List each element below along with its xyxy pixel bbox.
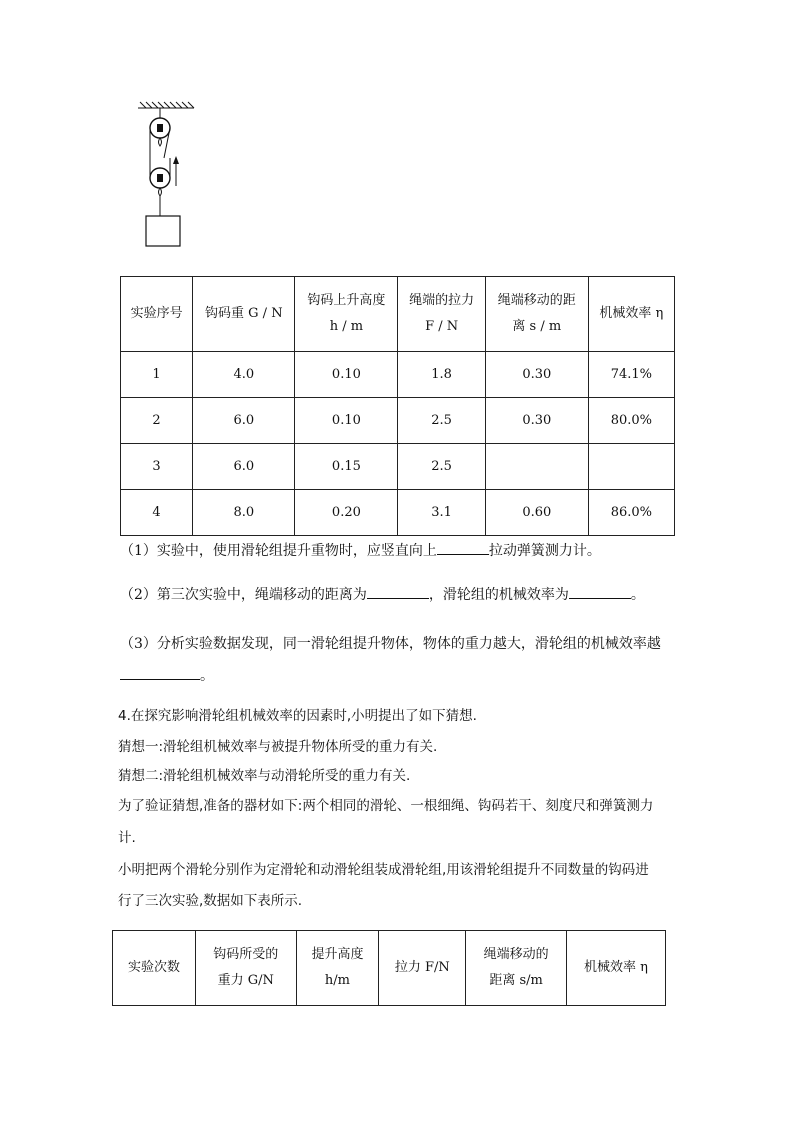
answer-blank-2a[interactable] xyxy=(367,584,429,599)
pulley-system-diagram xyxy=(134,98,198,254)
experiment-data-table-2 xyxy=(112,930,666,1006)
cell: 8.0 xyxy=(193,490,295,536)
cell xyxy=(588,444,674,490)
table-header-row xyxy=(121,277,675,352)
cell: 2.5 xyxy=(398,398,486,444)
cell: 3.1 xyxy=(398,490,486,536)
header-pull-force: 绳端的拉力 F / N xyxy=(398,277,486,352)
answer-blank-3[interactable] xyxy=(120,665,200,680)
answer-blank-2b[interactable] xyxy=(569,584,631,599)
problem-4-line-3: 猜想二:滑轮组机械效率与动滑轮所受的重力有关. xyxy=(118,768,411,784)
cell: 6.0 xyxy=(193,398,295,444)
ceiling-support xyxy=(138,102,194,108)
header-weight: 钩码所受的 重力 G/N xyxy=(195,931,296,1006)
header-efficiency: 机械效率 η xyxy=(566,931,665,1006)
question-2: （2）第三次实验中，绳端移动的距离为 ，滑轮组的机械效率为 。 xyxy=(120,584,645,604)
problem-4-line-2: 猜想一:滑轮组机械效率与被提升物体所受的重力有关. xyxy=(118,739,438,755)
experiment-data-table-1 xyxy=(120,276,675,536)
cell: 0.60 xyxy=(485,490,588,536)
table-header-row xyxy=(113,931,666,1006)
cell: 2.5 xyxy=(398,444,486,490)
header-trial-count: 实验次数 xyxy=(113,931,196,1006)
cell: 2 xyxy=(121,398,193,444)
cell: 4 xyxy=(121,490,193,536)
cell: 0.15 xyxy=(295,444,398,490)
cell: 0.30 xyxy=(485,398,588,444)
cell: 6.0 xyxy=(193,444,295,490)
header-pull-force: 拉力 F/N xyxy=(379,931,466,1006)
cell: 74.1% xyxy=(588,352,674,398)
header-weight: 钩码重 G / N xyxy=(193,277,295,352)
header-rope-distance: 绳端移动的 距离 s/m xyxy=(466,931,567,1006)
cell xyxy=(485,444,588,490)
table-row xyxy=(121,490,675,536)
answer-blank-1[interactable] xyxy=(437,540,489,555)
header-height: 提升高度 h/m xyxy=(296,931,379,1006)
cell: 1.8 xyxy=(398,352,486,398)
problem-4-line-1: 4.在探究影响滑轮组机械效率的因素时,小明提出了如下猜想. xyxy=(118,708,477,724)
table-row xyxy=(121,398,675,444)
table-row xyxy=(121,352,675,398)
header-height: 钩码上升高度 h / m xyxy=(295,277,398,352)
cell: 4.0 xyxy=(193,352,295,398)
cell: 0.20 xyxy=(295,490,398,536)
cell: 0.30 xyxy=(485,352,588,398)
cell: 0.10 xyxy=(295,352,398,398)
cell: 86.0% xyxy=(588,490,674,536)
problem-4-line-7: 行了三次实验,数据如下表所示. xyxy=(118,893,303,909)
question-1: （1）实验中，使用滑轮组提升重物时，应竖直向上 拉动弹簧测力计。 xyxy=(120,540,601,560)
header-trial-number: 实验序号 xyxy=(121,277,193,352)
table-row xyxy=(121,444,675,490)
question-3: （3）分析实验数据发现，同一滑轮组提升物体，物体的重力越大，滑轮组的机械效率越 。 xyxy=(120,636,661,684)
header-efficiency: 机械效率 η xyxy=(588,277,674,352)
problem-4-line-6: 小明把两个滑轮分别作为定滑轮和动滑轮组装成滑轮组,用该滑轮组提升不同数量的钩码进 xyxy=(118,862,649,878)
cell: 0.10 xyxy=(295,398,398,444)
problem-4-line-4: 为了验证猜想,准备的器材如下:两个相同的滑轮、一根细绳、钩码若干、刻度尺和弹簧测力 xyxy=(118,798,654,814)
cell: 3 xyxy=(121,444,193,490)
problem-4-line-5: 计. xyxy=(118,830,136,846)
header-rope-distance: 绳端移动的距 离 s / m xyxy=(485,277,588,352)
cell: 80.0% xyxy=(588,398,674,444)
cell: 1 xyxy=(121,352,193,398)
hook-weight xyxy=(146,216,180,246)
